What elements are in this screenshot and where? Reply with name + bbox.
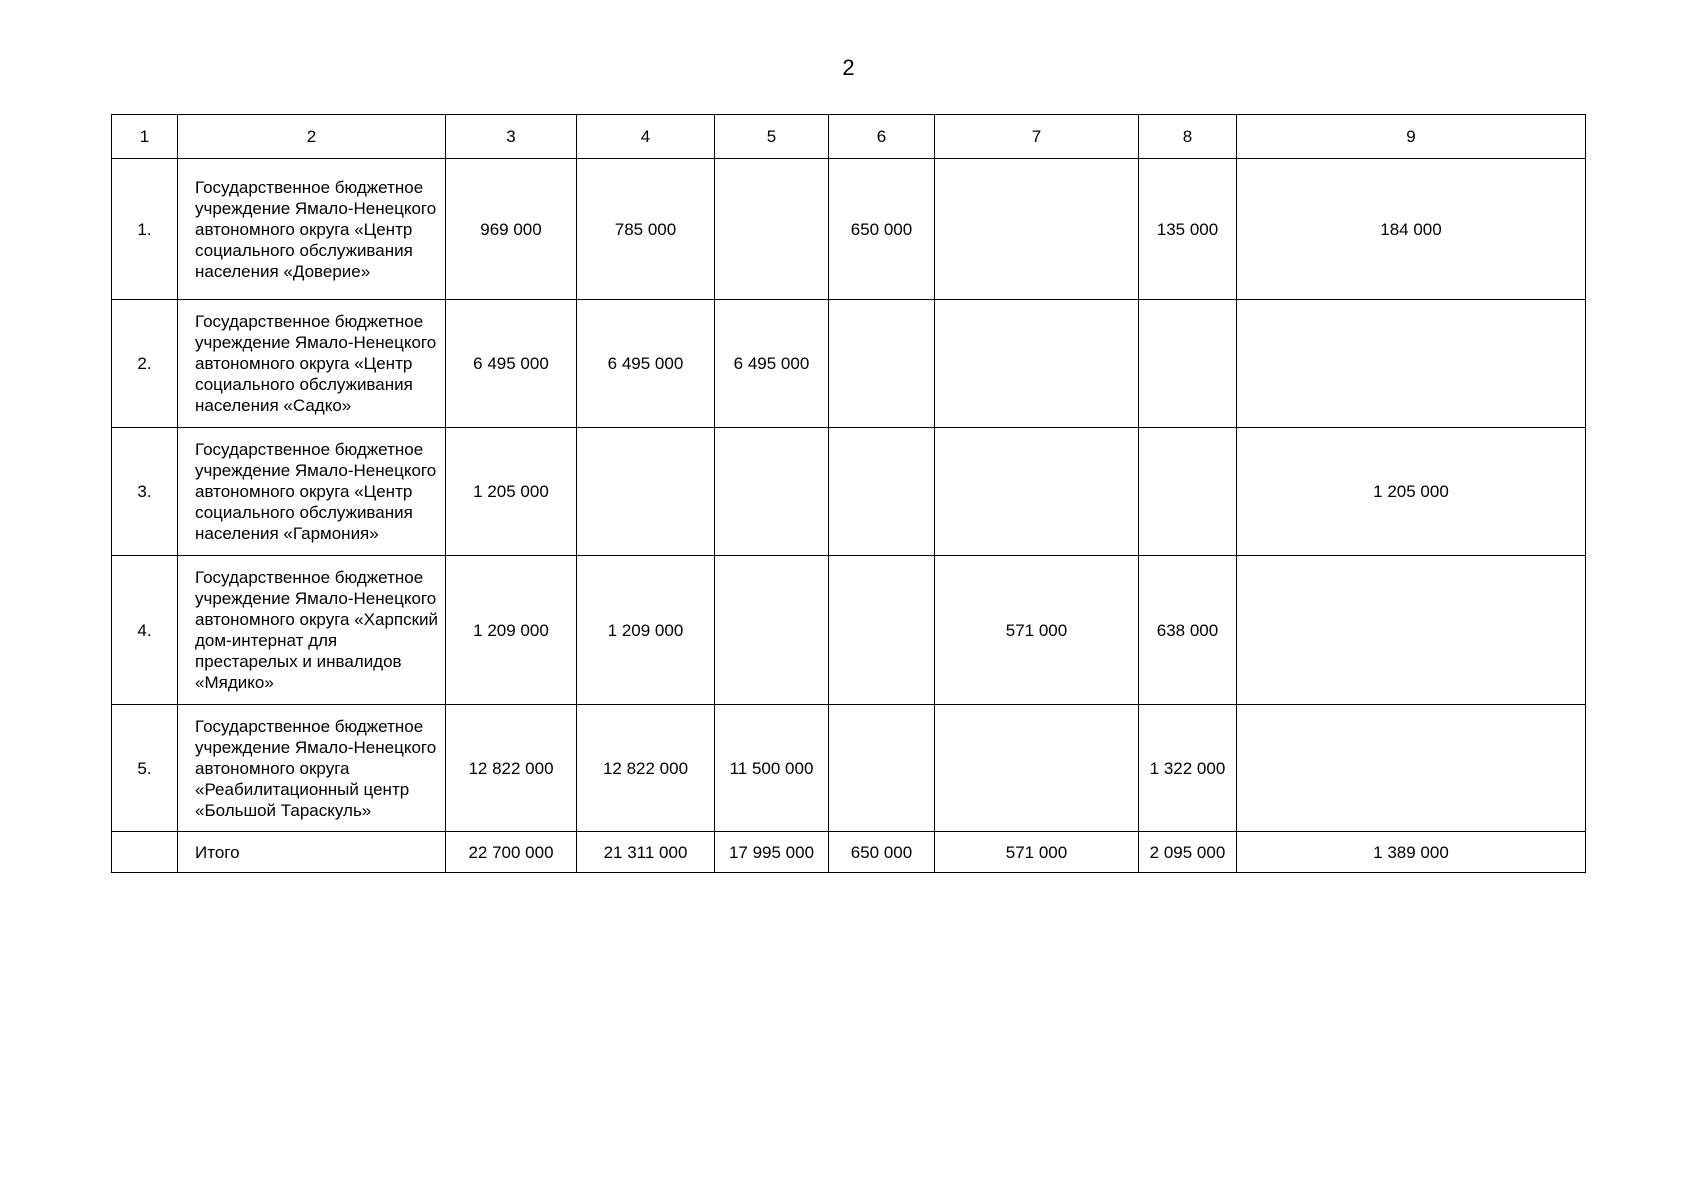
- table-cell: 1 205 000: [446, 428, 577, 556]
- column-header: 8: [1139, 115, 1237, 159]
- total-label: Итого: [178, 832, 446, 873]
- table-cell: 1 209 000: [446, 556, 577, 705]
- table-cell: [1237, 556, 1586, 705]
- column-header: 9: [1237, 115, 1586, 159]
- column-header: 3: [446, 115, 577, 159]
- total-cell: 1 389 000: [1237, 832, 1586, 873]
- table-cell: [1139, 428, 1237, 556]
- table-cell: 11 500 000: [715, 705, 829, 832]
- table-cell: 785 000: [577, 159, 715, 300]
- table-row: [112, 705, 1586, 832]
- column-header: 2: [178, 115, 446, 159]
- allocation-table: [111, 114, 1586, 873]
- table-cell: 135 000: [1139, 159, 1237, 300]
- table-cell: [829, 428, 935, 556]
- total-cell: 650 000: [829, 832, 935, 873]
- table-cell: 6 495 000: [446, 300, 577, 428]
- table-cell: 638 000: [1139, 556, 1237, 705]
- table-cell: 650 000: [829, 159, 935, 300]
- page-number: 2: [842, 55, 855, 80]
- table-cell: [1237, 300, 1586, 428]
- table-cell: [1237, 705, 1586, 832]
- row-number: 5.: [112, 705, 178, 832]
- total-cell: 22 700 000: [446, 832, 577, 873]
- table-cell: 571 000: [935, 556, 1139, 705]
- total-cell: 2 095 000: [1139, 832, 1237, 873]
- total-cell: 21 311 000: [577, 832, 715, 873]
- table-cell: 1 209 000: [577, 556, 715, 705]
- institution-name: Государственное бюджетное учреждение Ямало-Ненецкого автономного округа «Центр социального обслуживания населения «Доверие»: [178, 159, 446, 300]
- table-cell: [935, 428, 1139, 556]
- table-cell: 1 322 000: [1139, 705, 1237, 832]
- total-cell: 17 995 000: [715, 832, 829, 873]
- table-cell: [829, 705, 935, 832]
- table-cell: [577, 428, 715, 556]
- table-cell: 969 000: [446, 159, 577, 300]
- table-cell: [1139, 300, 1237, 428]
- table-cell: [715, 556, 829, 705]
- table-cell: 184 000: [1237, 159, 1586, 300]
- institution-name: Государственное бюджетное учреждение Ямало-Ненецкого автономного округа «Центр социального обслуживания населения «Гармония»: [178, 428, 446, 556]
- table-cell: [829, 556, 935, 705]
- column-header: 7: [935, 115, 1139, 159]
- table-row: [112, 428, 1586, 556]
- table-cell: [935, 300, 1139, 428]
- row-number: 4.: [112, 556, 178, 705]
- table-cell: [935, 159, 1139, 300]
- table-cell: [829, 300, 935, 428]
- table-cell: 12 822 000: [446, 705, 577, 832]
- table-cell: 1 205 000: [1237, 428, 1586, 556]
- total-cell: 571 000: [935, 832, 1139, 873]
- table-cell: [935, 705, 1139, 832]
- table-header-row: [112, 115, 1586, 159]
- column-header: 6: [829, 115, 935, 159]
- table-row: [112, 300, 1586, 428]
- institution-name: Государственное бюджетное учреждение Ямало-Ненецкого автономного округа «Харпский дом-интернат для престарелых и инвалидов «Мядико»: [178, 556, 446, 705]
- column-header: 5: [715, 115, 829, 159]
- table-cell: 6 495 000: [577, 300, 715, 428]
- table-cell: [715, 159, 829, 300]
- table-cell: [715, 428, 829, 556]
- institution-name: Государственное бюджетное учреждение Ямало-Ненецкого автономного округа «Центр социального обслуживания населения «Садко»: [178, 300, 446, 428]
- total-row: [112, 832, 1586, 873]
- row-number: [112, 832, 178, 873]
- row-number: 2.: [112, 300, 178, 428]
- institution-name: Государственное бюджетное учреждение Ямало-Ненецкого автономного округа «Реабилитационный центр «Большой Тараскуль»: [178, 705, 446, 832]
- column-header: 1: [112, 115, 178, 159]
- table-row: [112, 159, 1586, 300]
- column-header: 4: [577, 115, 715, 159]
- table-cell: 12 822 000: [577, 705, 715, 832]
- row-number: 3.: [112, 428, 178, 556]
- table-row: [112, 556, 1586, 705]
- table-cell: 6 495 000: [715, 300, 829, 428]
- row-number: 1.: [112, 159, 178, 300]
